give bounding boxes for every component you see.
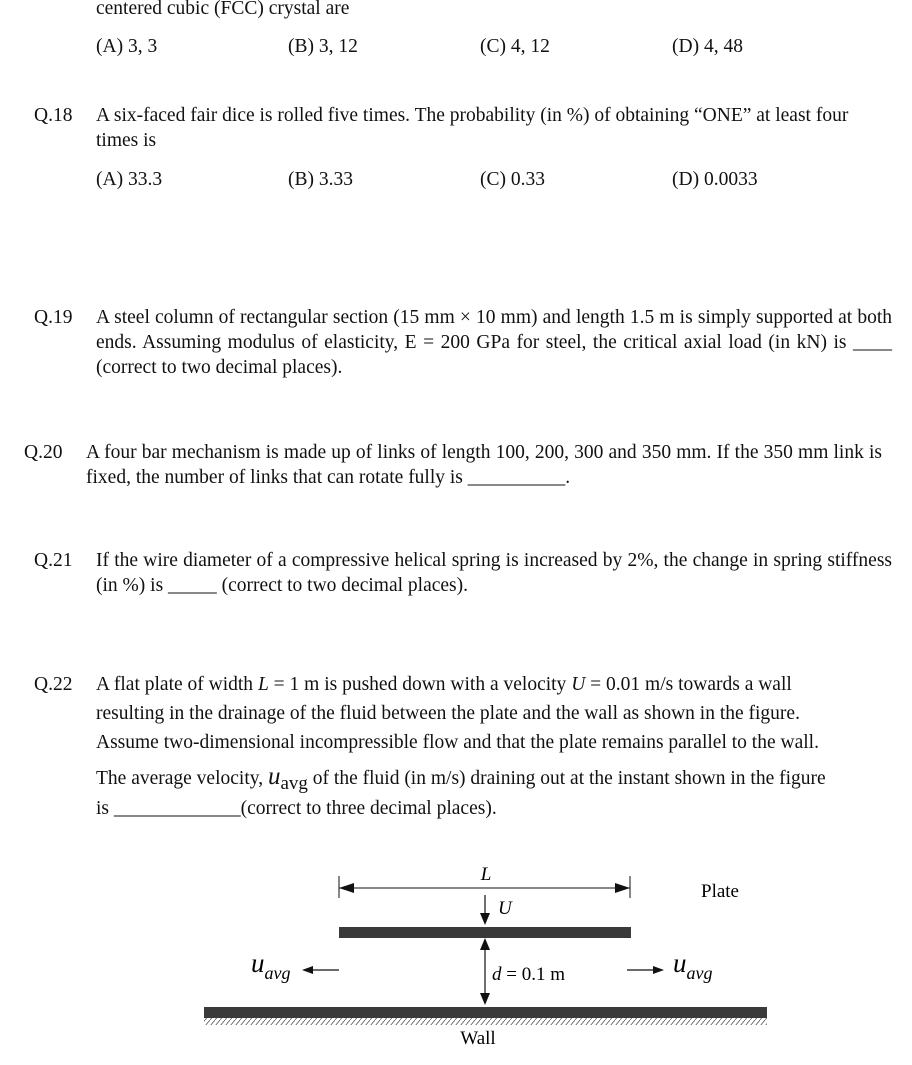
question-text: A six-faced fair dice is rolled five times. The probability (in %) of obtaining “ONE” at least four times is	[96, 105, 849, 151]
u-avg-label-right: $u_{avg}$	[673, 948, 713, 983]
wall-label: Wall	[460, 1028, 496, 1049]
right-arrow-icon	[653, 966, 664, 974]
question-text: A four bar mechanism is made up of links of length 100, 200, 300 and 350 mm. If the 350 mm link is fixed, the number of links that can rotate fully is __________.	[86, 442, 882, 488]
q17-option-b: (B) 3, 12	[288, 36, 358, 57]
q17-option-d: (D) 4, 48	[672, 36, 743, 57]
question-text: A steel column of rectangular section (15 mm × 10 mm) and length 1.5 m is simply supported at both ends. Assuming modulus of elasticity, E = 200 GPa for steel, the critical axial load (in kN) is ____ (correct to two decimal places).	[96, 307, 892, 378]
question-number: Q.19	[34, 307, 73, 328]
q17-option-a: (A) 3, 3	[96, 36, 158, 57]
right-outflow	[627, 948, 713, 983]
wall	[204, 1007, 767, 1018]
q17-option-c: (C) 4, 12	[480, 36, 550, 57]
u-avg-label-left: $u_{avg}$	[251, 948, 291, 983]
question-text-line-3: Assume two-dimensional incompressible flow and that the plate remains parallel to the wall.	[96, 732, 819, 753]
question-text-line-1: A flat plate of width L = 1 m is pushed down with a velocity U = 0.01 m/s towards a wall	[96, 674, 792, 695]
u-velocity-label: U	[498, 898, 512, 919]
l-label: L	[480, 864, 492, 885]
gap-label: d = 0.1 m	[492, 964, 565, 985]
question-text: If the wire diameter of a compressive helical spring is increased by 2%, the change in spring stiffness (in %) is _____ (correct to two decimal places).	[96, 550, 892, 596]
question-number: Q.22	[34, 674, 73, 695]
wall-hatching	[204, 1018, 767, 1025]
question-number: Q.21	[34, 550, 73, 571]
width-dimension	[339, 864, 630, 898]
question-number: Q.18	[34, 105, 73, 126]
left-outflow	[251, 948, 339, 983]
left-arrow-icon	[302, 966, 313, 974]
q17-text-tail: centered cubic (FCC) crystal are	[96, 0, 350, 19]
plate-velocity-arrow	[480, 895, 513, 925]
question-text-line-5: is _____________(correct to three decimal places).	[96, 798, 497, 819]
question-text-line-2: resulting in the drainage of the fluid between the plate and the wall as shown in the figure.	[96, 703, 800, 724]
q18-option-a: (A) 33.3	[96, 169, 163, 190]
q18-option-b: (B) 3.33	[288, 169, 353, 190]
q18-option-d: (D) 0.0033	[672, 169, 758, 190]
gap-dimension	[480, 938, 565, 1005]
q18-option-c: (C) 0.33	[480, 169, 545, 190]
plate	[339, 927, 631, 938]
question-text-line-4: The average velocity, uavg of the fluid (in m/s) draining out at the instant shown in the figure	[96, 763, 826, 794]
plate-label: Plate	[701, 881, 739, 902]
question-number: Q.20	[24, 442, 63, 463]
